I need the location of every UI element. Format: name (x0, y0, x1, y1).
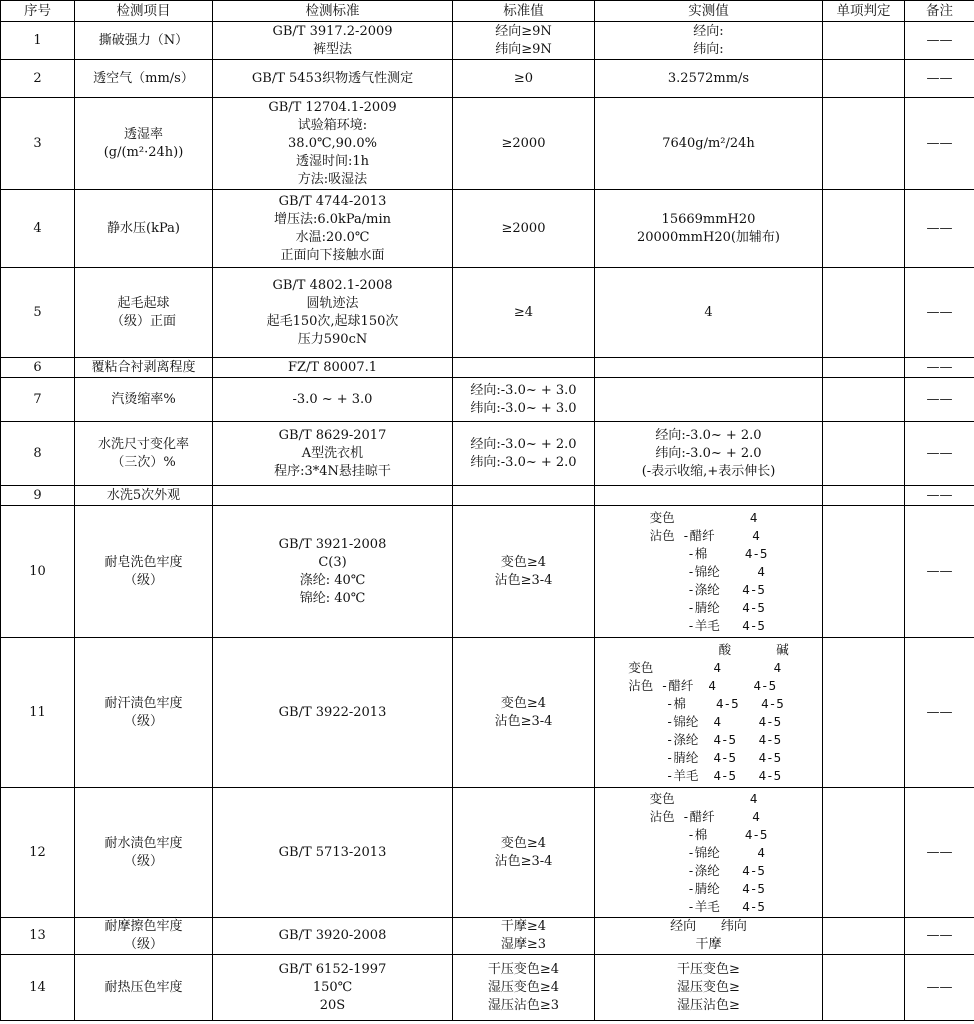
standard-cell (213, 22, 453, 60)
value-cell (453, 378, 595, 422)
standard-line: GB/T 4802.1-2008 (272, 277, 393, 293)
item-line: （级） (123, 853, 163, 869)
value-cell (453, 98, 595, 190)
measured-line: -羊毛 4-5 (649, 617, 765, 633)
remark-cell: —— (905, 378, 974, 422)
item-line: （级） (123, 937, 163, 952)
item-line: 耐水渍色牢度 (104, 835, 183, 851)
item-cell (75, 506, 213, 638)
measured-line: 纬向: (693, 41, 724, 57)
remark-cell: —— (905, 422, 974, 486)
standard-line: -3.0 ~ + 3.0 (292, 391, 373, 407)
measured-line: -锦纶 4 4-5 (628, 713, 782, 729)
measured-line: -腈纶 4-5 (649, 880, 765, 896)
no-cell: 14 (1, 955, 75, 1021)
measured-cell (595, 638, 823, 788)
value-line: 纬向:-3.0~ + 3.0 (470, 400, 577, 416)
value-line: ≥2000 (501, 135, 546, 151)
standard-cell (213, 955, 453, 1021)
measured-cell (595, 422, 823, 486)
standard-line: GB/T 5713-2013 (278, 844, 387, 860)
value-line: ≥4 (513, 304, 534, 320)
remark-cell: —— (905, 955, 974, 1021)
measured-line: 经向 纬向 (670, 919, 747, 934)
value-cell (453, 268, 595, 358)
standard-line: 程序:3*4N悬挂晾干 (274, 463, 391, 479)
standard-cell (213, 918, 453, 955)
judgement-cell (823, 788, 905, 918)
item-line: 耐热压色牢度 (104, 979, 183, 995)
measured-line: (-表示收缩,+表示伸长) (641, 463, 776, 479)
measured-line: -涤纶 4-5 (649, 581, 765, 597)
measured-line: -棉 4-5 (649, 826, 768, 842)
no-cell: 9 (1, 486, 75, 506)
measured-cell (595, 268, 823, 358)
measured-line: 经向:-3.0~ + 2.0 (655, 427, 762, 443)
value-line: 干压变色≥4 (487, 961, 560, 977)
item-line: 撕破强力（N） (98, 32, 189, 48)
standard-line: 150℃ (312, 979, 353, 995)
table-row (1, 918, 974, 955)
item-line: 透空气（mm/s） (93, 70, 194, 86)
value-cell (453, 60, 595, 98)
item-cell (75, 638, 213, 788)
table-row (1, 358, 974, 378)
measured-line: 变色 4 (649, 790, 758, 806)
item-line: （级） (123, 572, 163, 588)
standard-line: 水温:20.0℃ (295, 229, 370, 245)
no-cell: 5 (1, 268, 75, 358)
item-cell (75, 22, 213, 60)
measured-line: -羊毛 4-5 (649, 898, 765, 914)
measured-line: -棉 4-5 (649, 545, 768, 561)
standard-line: 压力590cN (297, 331, 368, 347)
standard-line: 起毛150次,起球150次 (266, 313, 399, 329)
measured-block (650, 790, 768, 916)
standard-line: 38.0℃,90.0% (288, 135, 377, 151)
item-line: （三次）% (111, 454, 176, 470)
table-row (1, 60, 974, 98)
judgement-cell (823, 506, 905, 638)
measured-cell (595, 378, 823, 422)
item-line: 静水压(kPa) (107, 220, 180, 236)
measured-line: -棉 4-5 4-5 (628, 695, 784, 711)
judgement-cell (823, 638, 905, 788)
remark-cell: —— (905, 22, 974, 60)
value-line: 经向≥9N (495, 23, 552, 39)
remark-cell: —— (905, 358, 974, 378)
value-line: 湿压沾色≥3 (487, 997, 560, 1013)
item-line: （级） (123, 713, 163, 729)
item-line: 耐汗渍色牢度 (104, 695, 183, 711)
standard-cell (213, 268, 453, 358)
measured-cell (595, 190, 823, 268)
item-cell (75, 955, 213, 1021)
value-cell (453, 358, 595, 378)
value-line: 变色≥4 (500, 835, 547, 851)
standard-cell (213, 60, 453, 98)
remark-cell: —— (905, 190, 974, 268)
table-row (1, 22, 974, 60)
standard-cell (213, 788, 453, 918)
measured-cell (595, 506, 823, 638)
no-cell: 4 (1, 190, 75, 268)
standard-cell (213, 98, 453, 190)
measured-cell (595, 918, 823, 955)
measured-line: 20000mmH20(加辅布) (636, 229, 781, 245)
value-line: ≥0 (513, 70, 534, 86)
item-line: 起毛起球 (117, 295, 170, 311)
item-cell (75, 486, 213, 506)
value-line: 沾色≥3-4 (494, 572, 553, 588)
value-line: 变色≥4 (500, 554, 547, 570)
no-cell: 10 (1, 506, 75, 638)
table-row (1, 378, 974, 422)
item-cell (75, 918, 213, 955)
no-cell: 13 (1, 918, 75, 955)
standard-line: 试验箱环境: (297, 117, 368, 133)
standard-line: 裤型法 (312, 41, 352, 57)
value-line: 经向:-3.0~ + 3.0 (470, 382, 577, 398)
judgement-cell (823, 190, 905, 268)
no-cell: 8 (1, 422, 75, 486)
item-cell (75, 190, 213, 268)
header-standard: 检测标准 (213, 1, 453, 22)
standard-line: FZ/T 80007.1 (288, 359, 377, 375)
measured-line: 变色 4 (649, 509, 758, 525)
remark-cell: —— (905, 486, 974, 506)
judgement-cell (823, 422, 905, 486)
standard-line: GB/T 5453织物透气性测定 (251, 70, 414, 86)
item-line: 汽烫缩率% (111, 391, 176, 407)
measured-cell (595, 60, 823, 98)
standard-line: GB/T 3917.2-2009 (272, 23, 393, 39)
item-line: 水洗5次外观 (106, 487, 181, 503)
measured-line: 沾色 -醋纤 4 (649, 527, 760, 543)
item-line: 水洗尺寸变化率 (97, 436, 189, 452)
remark-cell: —— (905, 268, 974, 358)
table-row (1, 638, 974, 788)
judgement-cell (823, 22, 905, 60)
measured-line: 变色 4 4 (628, 659, 782, 675)
judgement-cell (823, 486, 905, 506)
no-cell: 7 (1, 378, 75, 422)
table-row (1, 268, 974, 358)
remark-cell: —— (905, 638, 974, 788)
value-line: 变色≥4 (500, 695, 547, 711)
header-remark: 备注 (905, 1, 974, 22)
measured-line: 干摩 (695, 937, 722, 952)
remark-cell: —— (905, 918, 974, 955)
remark-cell: —— (905, 98, 974, 190)
item-cell (75, 358, 213, 378)
measured-cell (595, 955, 823, 1021)
value-line: 沾色≥3-4 (494, 713, 553, 729)
measured-block (628, 641, 788, 785)
value-cell (453, 486, 595, 506)
measured-cell (595, 358, 823, 378)
standard-line: 圆轨迹法 (306, 295, 359, 311)
judgement-cell (823, 918, 905, 955)
value-line: 沾色≥3-4 (494, 853, 553, 869)
header-measured: 实测值 (595, 1, 823, 22)
no-cell: 11 (1, 638, 75, 788)
standard-line: GB/T 6152-1997 (278, 961, 387, 977)
table-row (1, 955, 974, 1021)
item-line: 耐摩擦色牢度 (104, 919, 183, 934)
no-cell: 3 (1, 98, 75, 190)
item-line: (g/(m²·24h)) (103, 144, 184, 160)
judgement-cell (823, 358, 905, 378)
measured-line: -腈纶 4-5 4-5 (628, 749, 782, 765)
judgement-cell (823, 98, 905, 190)
value-line: 干摩≥4 (500, 919, 547, 934)
measured-line: 15669mmH20 (661, 211, 756, 227)
standard-line: 20S (319, 997, 346, 1013)
measured-line: 经向: (693, 23, 724, 39)
standard-line: 增压法:6.0kPa/min (273, 211, 392, 227)
measured-line: 沾色 -醋纤 4 4-5 (628, 677, 777, 693)
item-cell (75, 268, 213, 358)
standard-cell (213, 190, 453, 268)
standard-line: 锦纶: 40℃ (299, 590, 366, 606)
item-cell (75, 98, 213, 190)
value-cell (453, 190, 595, 268)
measured-line: 沾色 -醋纤 4 (649, 808, 760, 824)
standard-line: 方法:吸湿法 (297, 171, 368, 187)
standard-line: GB/T 4744-2013 (278, 193, 387, 209)
standard-line: GB/T 8629-2017 (278, 427, 387, 443)
measured-cell (595, 486, 823, 506)
value-line: 经向:-3.0~ + 2.0 (470, 436, 577, 452)
standard-line: 正面向下接触水面 (280, 247, 385, 263)
standard-line: GB/T 12704.1-2009 (268, 99, 397, 115)
value-line: ≥2000 (501, 220, 546, 236)
table-row (1, 788, 974, 918)
measured-line: 3.2572mm/s (667, 70, 750, 86)
value-cell (453, 638, 595, 788)
value-line: 湿压变色≥4 (487, 979, 560, 995)
measured-line: 湿压沾色≥ (677, 997, 740, 1013)
judgement-cell (823, 268, 905, 358)
item-line: 耐皂洗色牢度 (104, 554, 183, 570)
item-cell (75, 788, 213, 918)
table-row (1, 190, 974, 268)
standard-line: 涤纶: 40℃ (299, 572, 366, 588)
header-item: 检测项目 (75, 1, 213, 22)
header-judgement: 单项判定 (823, 1, 905, 22)
no-cell: 12 (1, 788, 75, 918)
value-cell (453, 22, 595, 60)
item-line: 覆粘合衬剥离程度 (91, 359, 196, 375)
standard-line: GB/T 3920-2008 (278, 928, 387, 943)
judgement-cell (823, 60, 905, 98)
measured-line: 4 (704, 304, 713, 320)
no-cell: 1 (1, 22, 75, 60)
value-cell (453, 422, 595, 486)
measured-line: 纬向:-3.0~ + 2.0 (655, 445, 762, 461)
header-no: 序号 (1, 1, 75, 22)
measured-line: -锦纶 4 (649, 844, 765, 860)
value-line: 纬向:-3.0~ + 2.0 (470, 454, 577, 470)
standard-line: 透湿时间:1h (295, 153, 370, 169)
value-cell (453, 788, 595, 918)
measured-block (650, 509, 768, 635)
standard-line: C(3) (318, 554, 347, 570)
measured-line: 干压变色≥ (677, 961, 740, 977)
measured-cell (595, 788, 823, 918)
measured-line: 7640g/m²/24h (662, 135, 755, 151)
measured-cell (595, 98, 823, 190)
measured-line: -锦纶 4 (649, 563, 765, 579)
table-row (1, 98, 974, 190)
standard-cell (213, 422, 453, 486)
no-cell: 6 (1, 358, 75, 378)
judgement-cell (823, 378, 905, 422)
measured-line: -涤纶 4-5 (649, 862, 765, 878)
measured-line: -腈纶 4-5 (649, 599, 765, 615)
standard-cell (213, 638, 453, 788)
judgement-cell (823, 955, 905, 1021)
value-cell (453, 955, 595, 1021)
standard-cell (213, 506, 453, 638)
header-value: 标准值 (453, 1, 595, 22)
item-cell (75, 378, 213, 422)
item-line: 透湿率 (123, 126, 163, 142)
value-line: 湿摩≥3 (500, 937, 547, 952)
measured-line: -羊毛 4-5 4-5 (628, 767, 782, 783)
value-cell (453, 506, 595, 638)
item-cell (75, 60, 213, 98)
item-cell (75, 422, 213, 486)
standard-line: GB/T 3921-2008 (278, 536, 387, 552)
no-cell: 2 (1, 60, 75, 98)
remark-cell: —— (905, 60, 974, 98)
measured-line: 酸 碱 (628, 641, 789, 657)
standard-cell (213, 358, 453, 378)
standard-cell (213, 378, 453, 422)
item-line: （级）正面 (110, 313, 176, 329)
remark-cell: —— (905, 788, 974, 918)
value-line: 纬向≥9N (495, 41, 552, 57)
standard-line: A型洗衣机 (301, 445, 364, 461)
table-row (1, 486, 974, 506)
table-row (1, 506, 974, 638)
table-body (1, 22, 974, 1021)
standard-line: GB/T 3922-2013 (278, 704, 387, 720)
measured-line: -涤纶 4-5 4-5 (628, 731, 782, 747)
measured-line: 湿压变色≥ (677, 979, 740, 995)
table-row (1, 422, 974, 486)
remark-cell: —— (905, 506, 974, 638)
header-row (1, 1, 974, 22)
value-cell (453, 918, 595, 955)
standard-cell (213, 486, 453, 506)
measured-cell (595, 22, 823, 60)
